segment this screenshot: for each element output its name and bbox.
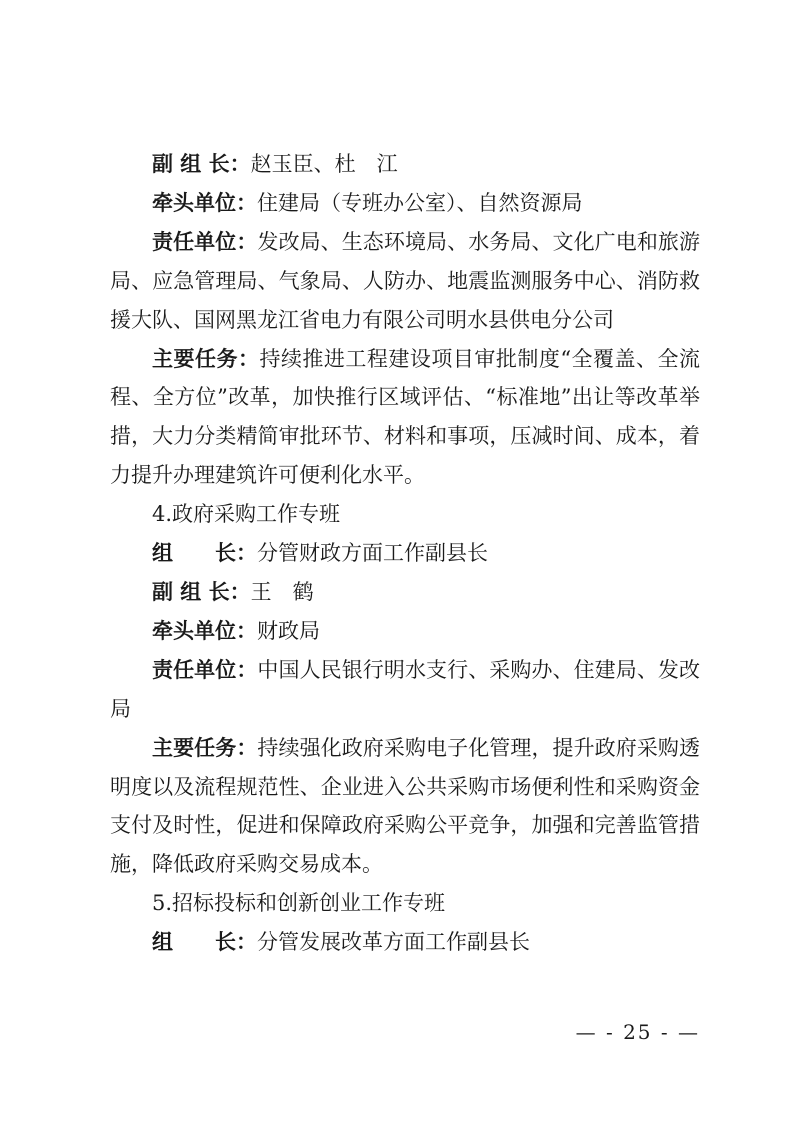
lead-unit-label: 牵头单位： — [152, 190, 257, 215]
main-tasks-value: 持续推进工程建设项目审批制度“全覆盖、全流程、全方位”改革，加快推行区域评估、“标准地”出让等改革举措，大力分类精简审批环节、材料和事项，压减时间、成本，着力提升办理建筑许可便利化水平。 — [110, 346, 700, 488]
leader-value: 分管发展改革方面工作副县长 — [257, 930, 530, 955]
lead-unit-line — [110, 612, 700, 651]
leader-label: 组 长： — [152, 930, 257, 955]
lead-unit-value: 住建局（专班办公室）、自然资源局 — [257, 190, 583, 215]
deputy-leader-value: 王 鹤 — [250, 579, 314, 604]
deputy-leader-value: 赵玉臣、杜 江 — [250, 152, 398, 176]
section-title: 4.政府采购工作专班 — [152, 502, 341, 527]
leader-line — [110, 534, 700, 573]
main-tasks-paragraph — [110, 340, 700, 496]
lead-unit-line — [110, 184, 700, 223]
main-tasks-paragraph — [110, 729, 700, 885]
section-title: 5.招标投标和创新创业工作专班 — [152, 891, 446, 916]
main-tasks-label: 主要任务： — [152, 346, 260, 371]
lead-unit-label: 牵头单位： — [152, 618, 257, 643]
main-tasks-value: 持续强化政府采购电子化管理，提升政府采购透明度以及流程规范性、企业进入公共采购市场便利性和采购资金支付及时性，促进和保障政府采购公平竞争，加强和完善监管措施，降低政府采购交易成本。 — [110, 735, 701, 877]
lead-unit-value: 财政局 — [257, 618, 320, 643]
page-number: — - 25 - — — [575, 1020, 700, 1044]
responsible-units-value: 发改局、生态环境局、水务局、文化广电和旅游局、应急管理局、气象局、人防办、地震监测服务中心、消防救援大队、国网黑龙江省电力有限公司明水县供电分公司 — [110, 229, 701, 332]
responsible-units-label: 责任单位： — [152, 229, 258, 254]
leader-line — [110, 923, 700, 962]
document-body — [110, 145, 700, 962]
responsible-units-value: 中国人民银行明水支行、采购办、住建局、发改局 — [110, 657, 701, 721]
deputy-leader-line — [110, 573, 700, 612]
responsible-units-paragraph — [110, 223, 700, 340]
leader-label: 组 长： — [152, 541, 257, 566]
deputy-leader-label: 副 组 长： — [152, 579, 251, 604]
main-tasks-label: 主要任务： — [152, 735, 258, 760]
responsible-units-paragraph — [110, 651, 700, 729]
leader-value: 分管财政方面工作副县长 — [257, 541, 488, 566]
deputy-leader-line — [110, 145, 700, 184]
deputy-leader-label: 副 组 长： — [152, 152, 251, 176]
responsible-units-label: 责任单位： — [152, 657, 258, 682]
